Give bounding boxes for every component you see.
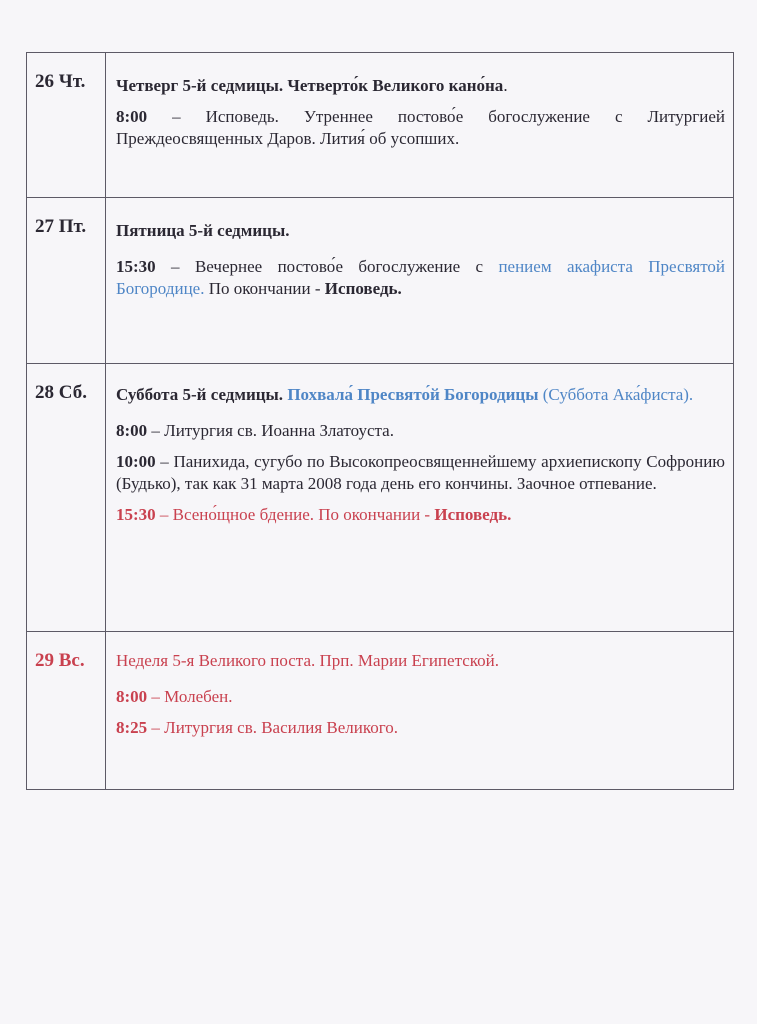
service-text: – Литургия св. Иоанна Златоуста. bbox=[147, 421, 394, 440]
service-time: 15:30 bbox=[116, 505, 156, 524]
service-text: – Панихида, сугубо по Высокопреосвященнейшему архиепископу Софронию (Будько), так как 31 марта 2008 года день его кончины. Заочное отпевание. bbox=[116, 452, 725, 493]
date-cell: 28 Сб. bbox=[27, 364, 106, 632]
service-entry bbox=[116, 686, 725, 708]
service-list bbox=[116, 686, 725, 739]
day-title-text: Пятница 5-й седмицы. bbox=[116, 221, 290, 240]
service-time: 8:00 bbox=[116, 687, 148, 706]
confession-text: Исповедь. bbox=[324, 279, 402, 298]
date-cell: 29 Вс. bbox=[27, 632, 106, 790]
content-cell bbox=[106, 198, 734, 364]
schedule-row-27 bbox=[27, 198, 734, 364]
service-text: – Исповедь. Утреннее постово́е богослужение с Литургией Преждеосвященных Даров. Лития́ об усопших. bbox=[116, 107, 725, 148]
service-time: 8:00 bbox=[116, 107, 148, 126]
day-title: Неделя 5-я Великого поста. Прп. Марии Египетской. bbox=[116, 651, 499, 670]
date-cell: 27 Пт. bbox=[27, 198, 106, 364]
service-entry bbox=[116, 451, 725, 495]
service-text: – Молебен. bbox=[147, 687, 233, 706]
service-text: – Всено́щное бдение. По окончании - bbox=[155, 505, 435, 524]
service-text-end: По окончании - bbox=[204, 279, 325, 298]
schedule-row-26 bbox=[27, 53, 734, 198]
service-entry bbox=[116, 504, 725, 526]
service-text: – Литургия св. Василия Великого. bbox=[147, 718, 399, 737]
content-cell bbox=[106, 53, 734, 198]
day-title bbox=[116, 75, 725, 97]
day-title-period: . bbox=[503, 76, 508, 95]
feast-subtitle: (Суббота Ака́фиста). bbox=[538, 385, 694, 404]
akathist-text: пением акафиста Пресвятой Богородице. bbox=[116, 257, 725, 298]
day-title-text: Четверг 5-й седмицы. Четверто́к Великого кано́на bbox=[116, 76, 504, 95]
service-entry bbox=[116, 420, 725, 442]
day-title bbox=[116, 220, 725, 242]
schedule-table bbox=[26, 52, 734, 790]
service-time: 8:00 bbox=[116, 421, 148, 440]
service-entry bbox=[116, 256, 725, 300]
confession-text: Исповедь. bbox=[434, 505, 512, 524]
date-cell: 26 Чт. bbox=[27, 53, 106, 198]
content-cell bbox=[106, 632, 734, 790]
service-time: 8:25 bbox=[116, 718, 148, 737]
service-time: 15:30 bbox=[116, 257, 156, 276]
service-entry bbox=[116, 717, 725, 739]
service-entry bbox=[116, 106, 725, 150]
feast-title: Похвала́ Пресвято́й Богородицы bbox=[287, 385, 539, 404]
content-cell bbox=[106, 364, 734, 632]
service-time: 10:00 bbox=[116, 452, 156, 471]
schedule-row-29 bbox=[27, 632, 734, 790]
day-title-text: Суббота 5-й седмицы. bbox=[116, 385, 284, 404]
day-title bbox=[116, 384, 725, 406]
service-text: – Вечернее постово́е богослужение с bbox=[155, 257, 499, 276]
schedule-row-28 bbox=[27, 364, 734, 632]
